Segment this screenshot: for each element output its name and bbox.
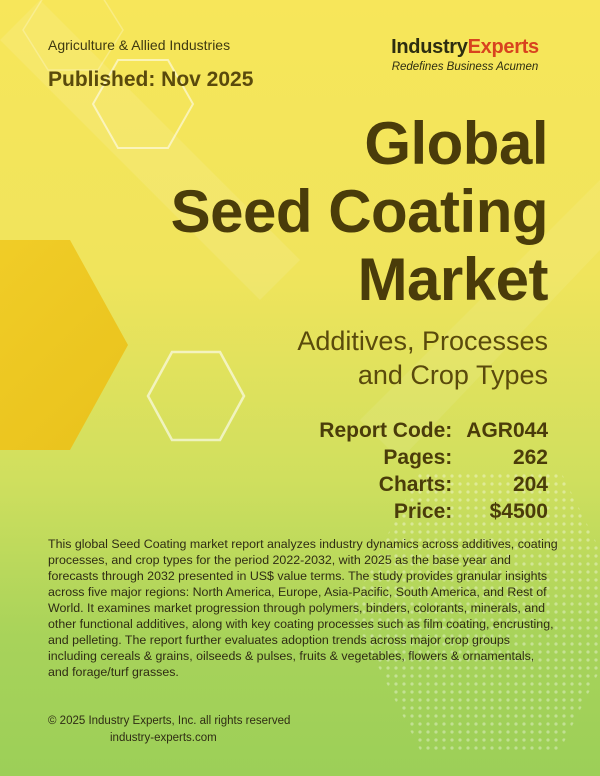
spec-label: Charts: xyxy=(378,473,453,496)
spec-row-pages xyxy=(319,444,548,471)
report-subtitle xyxy=(297,324,548,392)
title-line-2: Seed Coating xyxy=(170,178,548,245)
spec-row-price xyxy=(319,498,548,525)
outline-hexagon-icon xyxy=(148,352,244,440)
subtitle-line-2: and Crop Types xyxy=(357,360,548,390)
spec-value: AGR044 xyxy=(466,419,548,442)
title-line-1: Global xyxy=(364,110,548,177)
spec-label: Price: xyxy=(393,500,453,523)
spec-label: Report Code: xyxy=(319,419,453,442)
logo-name-part2: Experts xyxy=(467,36,539,58)
report-title xyxy=(171,110,548,314)
logo-name-part1: Industry xyxy=(391,36,468,58)
category-label: Agriculture & Allied Industries xyxy=(48,37,231,53)
subtitle-line-1: Additives, Processes xyxy=(297,326,548,356)
spec-row-charts xyxy=(319,471,548,498)
copyright-notice: © 2025 Industry Experts, Inc. all rights reserved xyxy=(48,715,291,727)
title-line-3: Market xyxy=(357,246,548,313)
logo-tagline: Redefines Business Acumen xyxy=(391,61,539,73)
spec-row-report-code xyxy=(319,417,548,444)
report-description: This global Seed Coating market report analyzes industry dynamics across additives, coating processes, and crop types for the period 2022-2032, with 2025 as the base year and forecasts through 2032 presented in US$ value terms. The study provides granular insights across five major regions: North America, Europe, Asia-Pacific, South America, and Rest of World. It examines market progression through polymers, binders, colorants, minerals, and other functional additives, along with key coating processes such as film coating, encrusting, and pelleting. The report further evaluates adoption trends across major crop groups including cereals & grains, oilseeds & pulses, fruits & vegetables, flowers & ornamentals, and forage/turf grasses. xyxy=(48,537,558,679)
website-link[interactable]: industry-experts.com xyxy=(110,732,217,744)
large-hexagon-shape xyxy=(0,240,128,450)
spec-label: Pages: xyxy=(383,446,453,469)
spec-value: $4500 xyxy=(489,500,548,523)
spec-value: 262 xyxy=(512,446,548,469)
company-logo[interactable] xyxy=(380,36,550,73)
logo-wordmark xyxy=(380,36,550,59)
published-date: Published: Nov 2025 xyxy=(48,68,254,91)
spec-value: 204 xyxy=(512,473,548,496)
report-specs xyxy=(319,417,548,525)
